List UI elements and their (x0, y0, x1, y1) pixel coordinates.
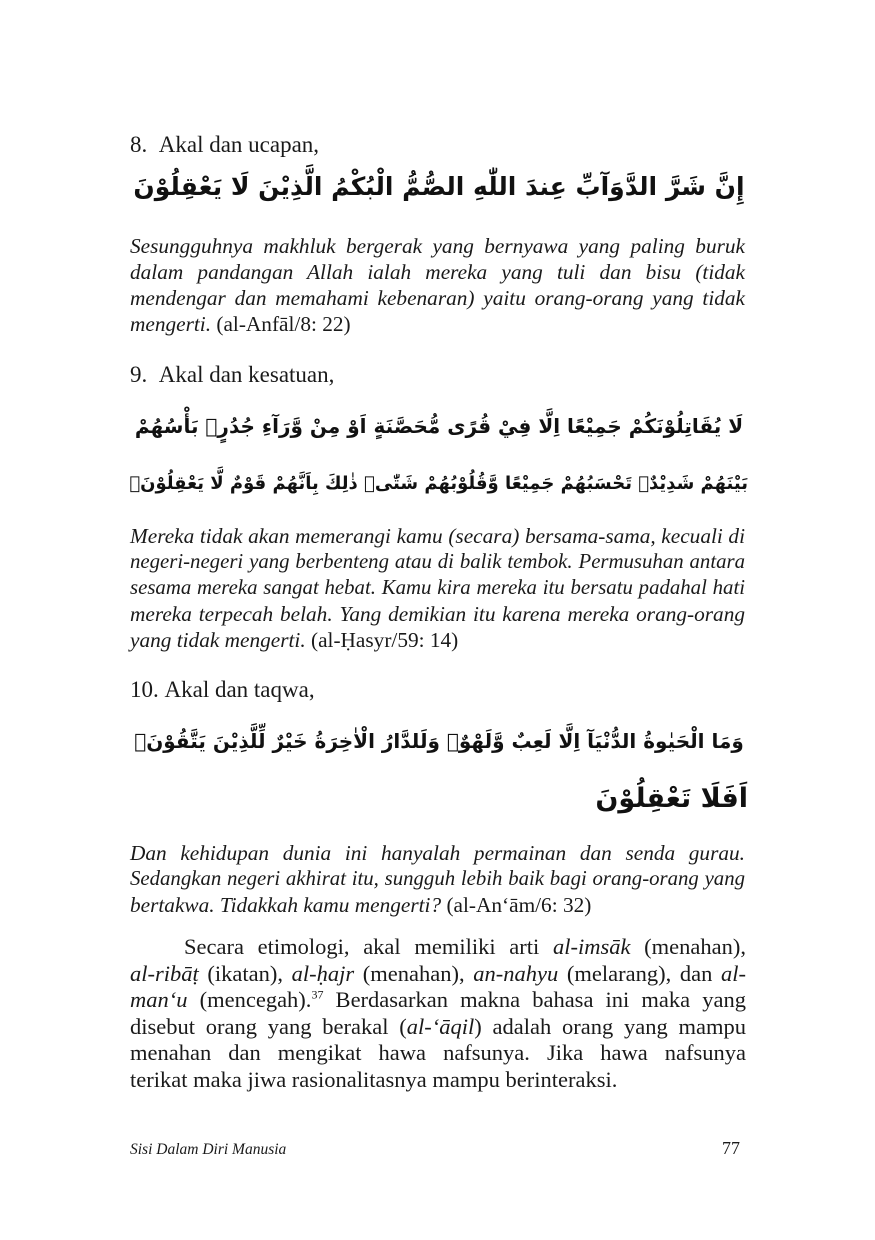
section-heading (130, 675, 315, 705)
text-run: disebut orang yang berakal ( (130, 1013, 407, 1039)
section-heading (130, 130, 319, 160)
text-run: (mencegah). (187, 987, 312, 1012)
translation-line: bertakwa. Tidakkah kamu mengerti? (130, 893, 442, 917)
paragraph-line (130, 1014, 746, 1041)
text-run: (melarang), dan (558, 960, 721, 986)
verse-reference: (al-An‘ām/6: 32) (446, 893, 592, 917)
arabic-verse-line: لَا يُقَاتِلُوْنَكُمْ جَمِيْعًا اِلَّا فِيْ قُرًى مُّحَصَّنَةٍ اَوْ مِنْ وَّرَآءِ جُدُرٍۗ بَأْسُهُمْ (134, 414, 744, 438)
running-title: Sisi Dalam Diri Manusia (130, 1141, 287, 1158)
translation-line: Mereka tidak akan memerangi kamu (secara) bersama-sama, kecuali di (130, 524, 745, 548)
translation-line: Dan kehidupan dunia ini hanyalah permainan dan senda gurau. (130, 841, 745, 865)
translation-line: dalam pandangan Allah ialah mereka yang tuli dan bisu (tidak (130, 260, 745, 284)
italic-term: an-nahyu (473, 960, 559, 986)
arabic-verse-line: بَيْنَهُمْ شَدِيْدٌۗ تَحْسَبُهُمْ جَمِيْعًا وَّقُلُوْبُهُمْ شَتّٰىۗ ذٰلِكَ بِاَنَّهُمْ قَوْمٌ لَّا يَعْقِلُوْنَۚ (129, 473, 748, 494)
text-run: Secara etimologi, akal memiliki arti (184, 934, 553, 959)
text-run: (ikatan), (198, 960, 292, 986)
verse-reference: (al-Ḥasyr/59: 14) (311, 628, 459, 652)
italic-term: al- (720, 960, 746, 986)
italic-term: al-imsāk (552, 934, 631, 959)
section-title: Akal dan ucapan, (158, 132, 320, 157)
text-run: ) adalah orang yang mampu (474, 1013, 746, 1039)
section-number: 10. (130, 677, 159, 702)
verse-translation (130, 523, 745, 653)
text-run: (menahan), (354, 960, 474, 986)
italic-term: al-ḥajr (291, 960, 355, 986)
translation-line: yang tidak mengerti. (130, 628, 306, 652)
italic-term: al-‘āqil (406, 1013, 475, 1039)
translation-line: Sedangkan negeri akhirat itu, sungguh lebih baik bagi orang-orang yang (130, 867, 745, 890)
book-page (130, 0, 748, 1240)
section-title: Akal dan taqwa, (164, 677, 315, 702)
text-run: (menahan), (630, 934, 746, 959)
section-heading (130, 360, 334, 390)
translation-line: mereka terpecah belah. Yang demikian itu karena mereka orang-orang (130, 602, 745, 626)
translation-line: Sesungguhnya makhluk bergerak yang bernyawa yang paling buruk (130, 234, 745, 258)
section-number: 8. (130, 132, 148, 157)
arabic-verse-line: اَفَلَا تَعْقِلُوْنَ (595, 783, 748, 814)
verse-reference: (al-Anfāl/8: 22) (216, 312, 351, 336)
translation-line: sesama mereka sangat hebat. Kamu kira mereka itu bersatu padahal hati (130, 576, 745, 599)
italic-term: al-ribāṭ (130, 960, 199, 986)
section-title: Akal dan kesatuan, (158, 362, 335, 387)
verse-translation (130, 233, 745, 337)
arabic-verse-line: وَمَا الْحَيٰوةُ الدُّنْيَآ اِلَّا لَعِبٌ وَّلَهْوٌۗ وَلَلدَّارُ الْاٰخِرَةُ خَيْرٌ لِّلَّذِيْنَ يَتَّقُوْنَۗ (134, 729, 744, 753)
footnote-marker: 37 (311, 987, 324, 1002)
page-number: 77 (722, 1138, 740, 1158)
translation-line: mendengar dan memahami kebenaran) yaitu orang-orang yang tidak (130, 286, 745, 310)
translation-line: negeri-negeri yang berbenteng atau di balik tembok. Permusuhan antara (130, 550, 745, 573)
paragraph-line (130, 934, 746, 961)
verse-translation (130, 840, 745, 918)
paragraph-line: menahan dan mengikat hawa nafsunya. Jika hawa nafsunya (130, 1040, 746, 1065)
paragraph-line (130, 987, 746, 1014)
italic-term: man‘u (130, 987, 188, 1012)
paragraph-line (130, 961, 746, 988)
body-paragraph (130, 934, 746, 1093)
translation-line: mengerti. (130, 312, 212, 336)
section-number: 9. (130, 362, 148, 387)
paragraph-line: terikat maka jiwa rasionalitasnya mampu berinteraksi. (130, 1066, 618, 1092)
arabic-verse-line: إِنَّ شَرَّ الدَّوَآبِّ عِندَ اللّٰهِ الصُّمُّ الْبُكْمُ الَّذِيْنَ لَا يَعْقِلُوْنَ (133, 172, 745, 201)
text-run: Berdasarkan makna bahasa ini maka yang (323, 987, 746, 1012)
